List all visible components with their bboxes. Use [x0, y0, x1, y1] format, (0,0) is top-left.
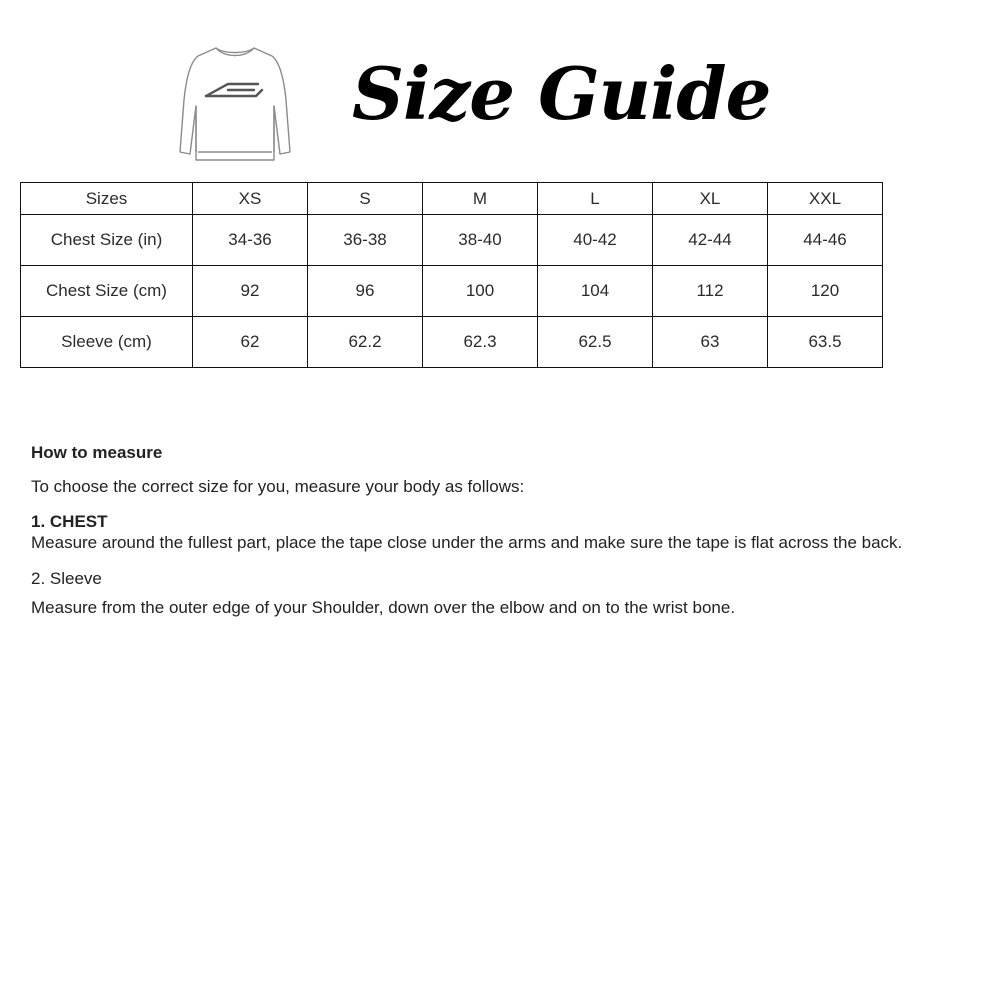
row-label: Sleeve (cm): [21, 317, 193, 368]
table-cell: 92: [193, 266, 308, 317]
table-cell: 120: [768, 266, 883, 317]
table-cell: 38-40: [423, 215, 538, 266]
step-text-sleeve: Measure from the outer edge of your Shoulder, down over the elbow and on to the wrist bone.: [31, 598, 736, 617]
row-label: Chest Size (cm): [21, 266, 193, 317]
table-cell: 36-38: [308, 215, 423, 266]
table-row: [21, 215, 883, 266]
step-title-chest: 1. CHEST: [31, 512, 108, 531]
step-text-chest: Measure around the fullest part, place the tape close under the arms and make sure the tape is flat across the back.: [31, 533, 903, 552]
table-cell: 42-44: [653, 215, 768, 266]
page-title: Size Guide: [352, 51, 771, 136]
header-cell: XXL: [768, 183, 883, 215]
table-cell: 96: [308, 266, 423, 317]
table-cell: 104: [538, 266, 653, 317]
table-cell: 112: [653, 266, 768, 317]
table-cell: 62.5: [538, 317, 653, 368]
table-header-row: [21, 183, 883, 215]
table-cell: 100: [423, 266, 538, 317]
table-cell: 63.5: [768, 317, 883, 368]
how-to-measure-section: [31, 443, 971, 618]
table-row: [21, 317, 883, 368]
table-cell: 34-36: [193, 215, 308, 266]
header-cell: L: [538, 183, 653, 215]
table-row: [21, 266, 883, 317]
table-cell: 62.2: [308, 317, 423, 368]
table-cell: 63: [653, 317, 768, 368]
sweatshirt-icon: [176, 40, 294, 168]
header-cell: M: [423, 183, 538, 215]
step-title-sleeve: 2. Sleeve: [31, 569, 102, 588]
table-cell: 44-46: [768, 215, 883, 266]
table-cell: 40-42: [538, 215, 653, 266]
intro-text: To choose the correct size for you, measure your body as follows:: [31, 477, 525, 496]
section-heading: How to measure: [31, 443, 163, 462]
header-cell: S: [308, 183, 423, 215]
table-cell: 62: [193, 317, 308, 368]
header-cell: XL: [653, 183, 768, 215]
header-cell: Sizes: [21, 183, 193, 215]
table-cell: 62.3: [423, 317, 538, 368]
row-label: Chest Size (in): [21, 215, 193, 266]
size-table: [20, 182, 883, 368]
header-cell: XS: [193, 183, 308, 215]
